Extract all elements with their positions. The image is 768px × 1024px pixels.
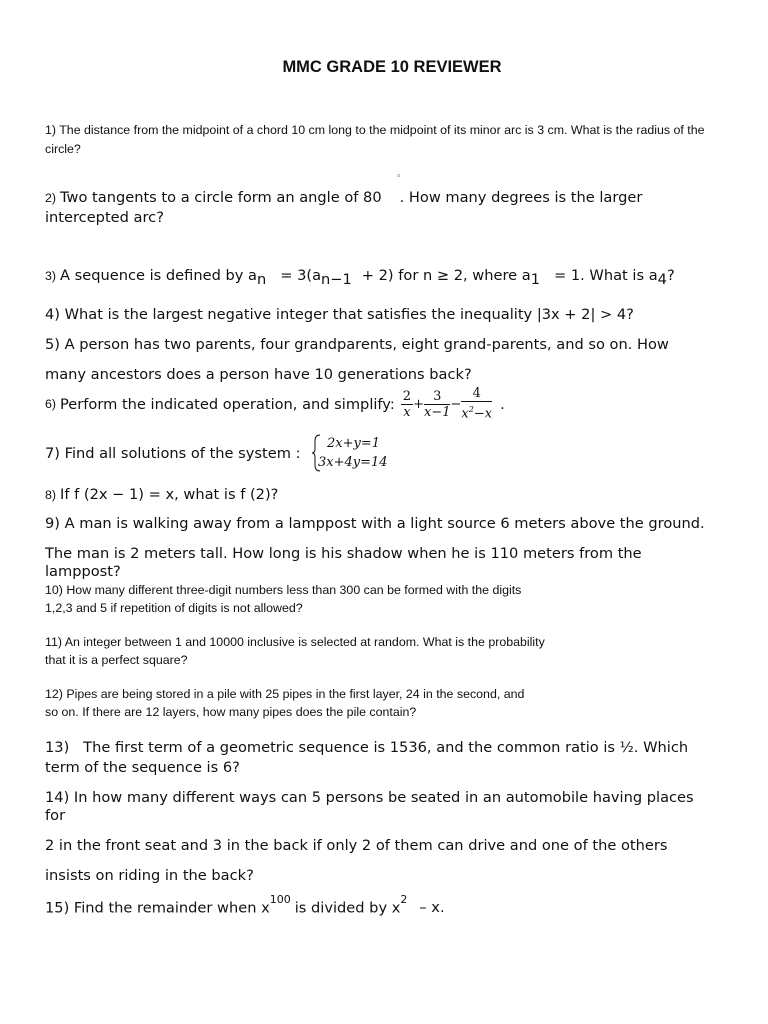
- degree-symbol: ◦: [396, 172, 402, 182]
- question-3-text-3: + 2) for n ≥ 2, where a: [361, 267, 531, 284]
- question-12-line-1: 12) Pipes are being stored in a pile with 25 pipes in the first layer, 24 in the second, and: [45, 687, 525, 701]
- question-14-line-1: 14) In how many different ways can 5 persons be seated in an automobile having places: [45, 789, 694, 806]
- question-3-number: 3): [45, 269, 57, 283]
- exponent-100: 100: [269, 893, 291, 906]
- question-9-line-2: The man is 2 meters tall. How long is his shadow when he is 110 meters from the: [45, 545, 642, 562]
- question-1-line-1: 1) The distance from the midpoint of a chord 10 cm long to the midpoint of its minor arc is 3 cm. What is the radius of the: [45, 123, 705, 137]
- question-13-line-1: 13) The first term of a geometric sequence is 1536, and the common ratio is ½. Which: [45, 739, 689, 756]
- question-15: [45, 893, 445, 917]
- subscript-n-minus-1: n−1: [321, 271, 352, 289]
- question-7-text: 7) Find all solutions of the system :: [45, 445, 301, 462]
- question-15-text-3: – x.: [419, 899, 445, 917]
- question-6-number: 6): [45, 397, 57, 411]
- question-3-text-4: = 1. What is a: [554, 267, 658, 284]
- equation-1: 2x+y=1: [327, 436, 381, 451]
- question-14-line-3: 2 in the front seat and 3 in the back if only 2 of them can drive and one of the others: [45, 837, 668, 854]
- question-8-text: If f (2x − 1) = x, what is f (2)?: [60, 486, 279, 503]
- question-8: [45, 486, 278, 504]
- question-14-line-4: insists on riding in the back?: [45, 867, 254, 884]
- subscript-4: 4: [657, 271, 667, 289]
- question-3: [45, 267, 675, 288]
- question-2-number: 2): [45, 191, 57, 205]
- page-title: MMC GRADE 10 REVIEWER: [282, 58, 502, 76]
- question-6-text: Perform the indicated operation, and simplify:: [60, 395, 395, 413]
- question-9-line-3: lamppost?: [45, 563, 121, 580]
- question-14-line-2: for: [45, 807, 66, 824]
- question-11-line-1: 11) An integer between 1 and 10000 inclusive is selected at random. What is the probability: [45, 635, 545, 649]
- question-13-line-2: term of the sequence is 6?: [45, 759, 240, 776]
- question-3-text-5: ?: [666, 267, 675, 284]
- equation-2: 3x+4y=14: [318, 455, 388, 470]
- exponent-2: 2: [400, 893, 408, 906]
- fraction-4-over-x-squared-minus-x: $\frac{4}{x^2-x}$: [461, 386, 493, 422]
- plus-sign: +: [413, 396, 424, 412]
- minus-sign: −: [450, 396, 462, 412]
- fraction-3-over-x-minus-1: $\frac{3}{x-1}$: [423, 388, 451, 420]
- subscript-1: 1: [530, 271, 540, 289]
- question-8-number: 8): [45, 488, 57, 502]
- question-3-text-1: A sequence is defined by a: [60, 267, 257, 284]
- question-5-line-1: 5) A person has two parents, four grandparents, eight grand-parents, and so on. How: [45, 336, 669, 353]
- question-4: 4) What is the largest negative integer that satisfies the inequality |3x + 2| > 4?: [45, 306, 634, 323]
- question-5-line-2: many ancestors does a person have 10 generations back?: [45, 366, 472, 383]
- question-15-text-1: 15) Find the remainder when x: [45, 899, 270, 917]
- question-2-line-1: [45, 189, 642, 207]
- question-2-text-b: . How many degrees is the larger: [399, 189, 643, 206]
- question-6-period: .: [500, 395, 505, 413]
- question-12-line-2: so on. If there are 12 layers, how many pipes does the pile contain?: [45, 705, 417, 719]
- question-11-line-2: that it is a perfect square?: [45, 653, 188, 667]
- question-2-text-a: Two tangents to a circle form an angle of 80: [60, 189, 382, 206]
- question-10-line-1: 10) How many different three-digit numbers less than 300 can be formed with the digits: [45, 583, 522, 597]
- question-6: [45, 384, 505, 424]
- question-3-text-2: = 3(a: [280, 267, 322, 284]
- question-15-text-2: is divided by x: [294, 899, 401, 917]
- question-1-line-2: circle?: [45, 142, 81, 156]
- question-10-line-2: 1,2,3 and 5 if repetition of digits is not allowed?: [45, 601, 303, 615]
- question-9-line-1: 9) A man is walking away from a lamppost with a light source 6 meters above the ground.: [45, 515, 705, 532]
- fraction-2-over-x: $\frac{2}{x}$: [402, 388, 412, 420]
- subscript-n: n: [256, 271, 267, 289]
- question-2-line-2: intercepted arc?: [45, 209, 164, 226]
